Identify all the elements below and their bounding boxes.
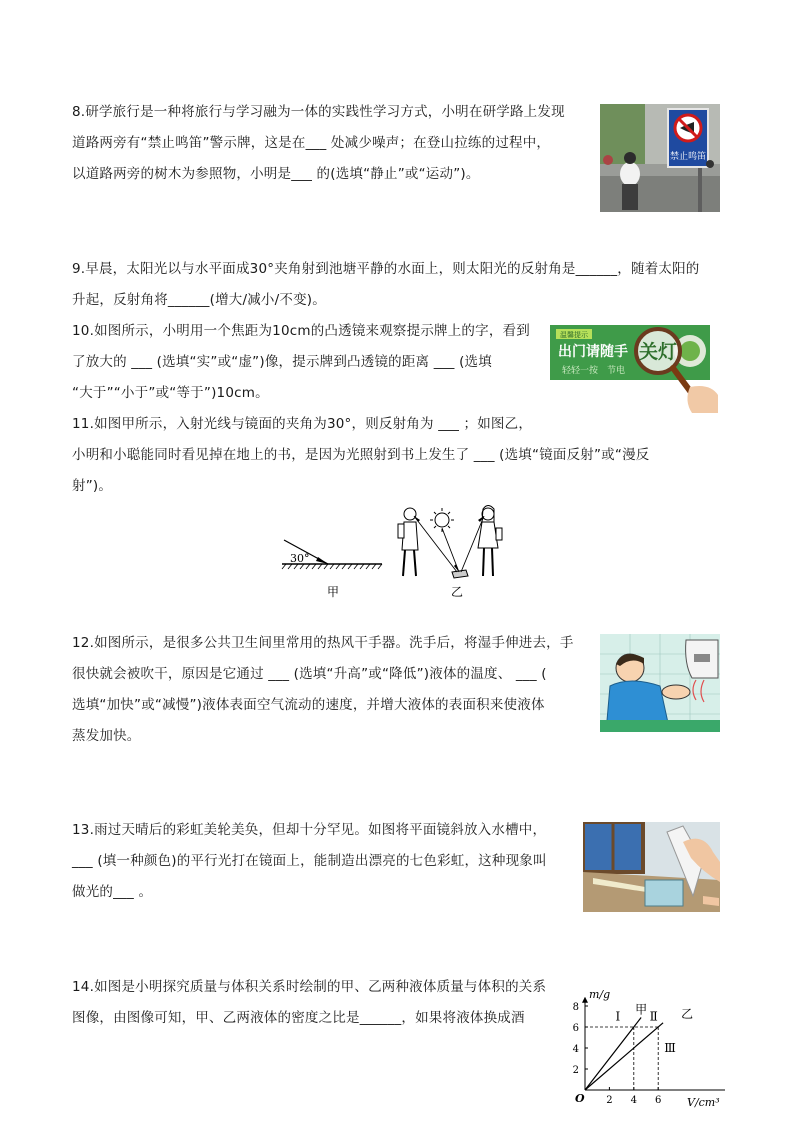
q14-line-2: 图像，由图像可知，甲、乙两液体的密度之比是______，如果将液体换成酒 <box>72 1010 525 1026</box>
y-tick-label: 4 <box>572 1044 579 1055</box>
q11-line-1: 11.如图甲所示，入射光线与镜面的夹角为30°，则反射角为 ___ ；如图乙， <box>72 416 533 432</box>
q12-line-1: 12.如图所示，是很多公共卫生间里常用的热风干手器。洗手后，将湿手伸进去，手 <box>72 635 574 651</box>
q9-line-2: 升起，反射角将______(增大/减小/不变)。 <box>72 292 326 308</box>
sign-magnified: 关灯 <box>638 341 678 363</box>
q10-line-2: 了放大的 ___ (选填“实”或“虚”)像，提示牌到凸透镜的距离 ___ (选填 <box>72 354 492 370</box>
q10-line-1: 10.如图所示，小明用一个焦距为10cm的凸透镜来观察提示牌上的字，看到 <box>72 323 530 339</box>
q8-line-2: 道路两旁有“禁止鸣笛”警示牌，这是在___ 处减少噪声；在登山拉练的过程中， <box>72 135 551 151</box>
mirror-diagram-a <box>282 540 382 599</box>
x-axis-label: V/cm³ <box>687 1096 720 1109</box>
q8-line-1: 8.研学旅行是一种将旅行与学习融为一体的实践性学习方式，小明在研学路上发现 <box>72 104 565 120</box>
hand-dryer-illustration <box>600 634 720 732</box>
series-label: 甲 <box>635 1002 648 1017</box>
q12-line-3: 选填“加快”或“减慢”)液体表面空气流动的速度，并增大液体的表面积来使液体 <box>72 697 545 713</box>
sign-main: 出门请随手 <box>558 344 628 360</box>
series-label: 乙 <box>681 1006 694 1021</box>
magnifier-sign-photo <box>550 323 720 413</box>
q12-line-2: 很快就会被吹干，原因是它通过 ___ (选填“升高”或“降低”)液体的温度、 ___ ( <box>72 666 547 682</box>
y-tick-label: 8 <box>572 1002 579 1013</box>
x-tick-label: 6 <box>655 1095 662 1106</box>
diffuse-diagram-b <box>398 506 502 600</box>
figure-label-a: 甲 <box>327 585 340 599</box>
q14-line-1: 14.如图是小明探究质量与体积关系时绘制的甲、乙两种液体质量与体积的关系 <box>72 979 547 995</box>
y-axis-label: m/g <box>589 988 611 1001</box>
chart-series <box>585 1003 693 1090</box>
q12-line-4: 蒸发加快。 <box>72 728 141 744</box>
q13-line-2: ___ (填一种颜色)的平行光打在镜面上，能制造出漂亮的七色彩虹，这种现象叫 <box>72 853 547 869</box>
region-label: Ⅲ <box>664 1041 676 1056</box>
no-honking-sign-photo <box>600 104 720 212</box>
y-tick-label: 6 <box>572 1023 579 1034</box>
x-tick-label: 2 <box>606 1095 613 1106</box>
q11-line-3: 射”)。 <box>72 478 113 494</box>
rainbow-experiment-photo <box>583 822 720 912</box>
x-tick-label: 4 <box>630 1095 637 1106</box>
density-chart <box>565 985 725 1115</box>
series-line <box>585 1018 641 1090</box>
q9-line-1: 9.早晨，太阳光以与水平面成30°夹角射到池塘平静的水面上，则太阳光的反射角是______，随着太阳的 <box>72 261 700 277</box>
q8-line-3: 以道路两旁的树木为参照物，小明是___ 的(选填“静止”或“运动”)。 <box>72 166 480 182</box>
series-line <box>585 1023 663 1090</box>
sign-text: 禁止鸣笛 <box>669 152 707 162</box>
y-tick-label: 2 <box>572 1065 579 1076</box>
angle-label: 30° <box>290 552 310 565</box>
sign-tag: 温馨提示 <box>560 331 588 339</box>
region-label: Ⅱ <box>649 1009 658 1024</box>
origin-label: O <box>575 1092 585 1105</box>
figure-reflection <box>278 498 518 606</box>
q10-line-3: “大于”“小于”或“等于”)10cm。 <box>72 385 269 401</box>
region-label: Ⅰ <box>615 1009 621 1024</box>
sign-sub: 轻轻一按 节电 <box>562 366 626 376</box>
q13-line-1: 13.雨过天晴后的彩虹美轮美奂，但却十分罕见。如图将平面镜斜放入水槽中， <box>72 822 547 838</box>
q11-line-2: 小明和小聪能同时看见掉在地上的书，是因为光照射到书上发生了 ___ (选填“镜面反射”或“漫反 <box>72 447 650 463</box>
figure-label-b: 乙 <box>451 585 464 599</box>
q13-line-3: 做光的___ 。 <box>72 884 153 900</box>
